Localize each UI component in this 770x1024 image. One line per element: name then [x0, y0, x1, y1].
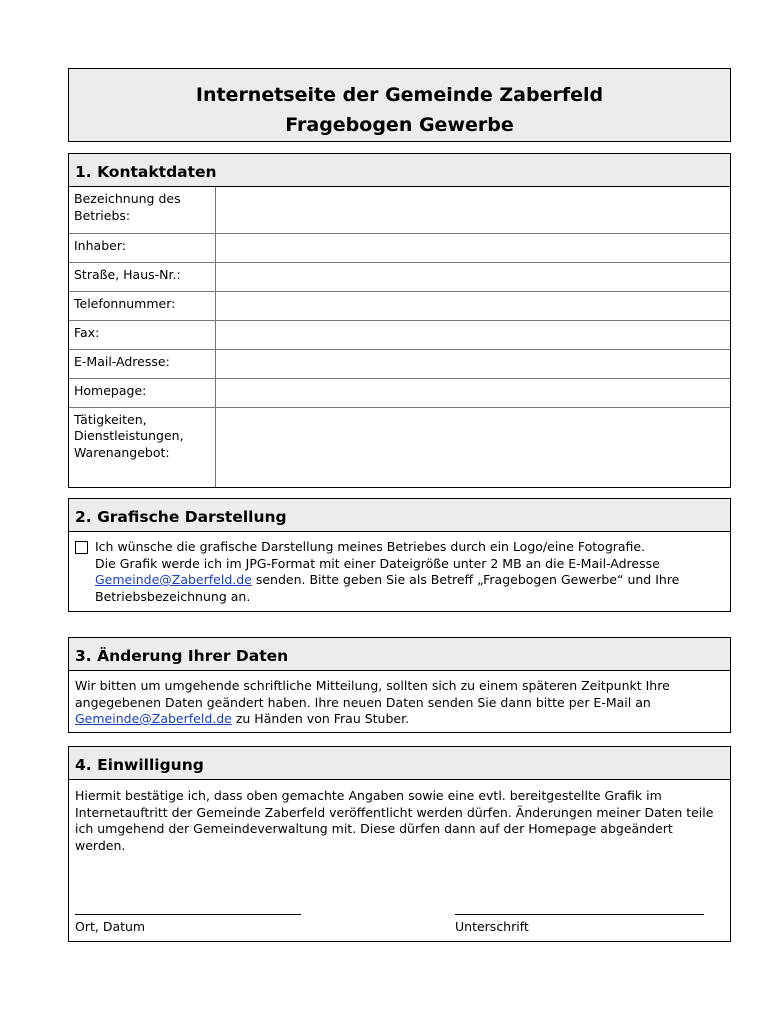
- data-change-text-b: zu Händen von Frau Stuber.: [231, 711, 410, 726]
- label-street: Straße, Haus-Nr.:: [69, 262, 215, 291]
- graphic-instructions-b: senden. Bitte geben Sie als Betreff „Fragebogen Gewerbe“ und Ihre Betriebsbezeichnung an.: [95, 572, 680, 604]
- input-homepage[interactable]: [215, 378, 730, 407]
- input-phone[interactable]: [215, 291, 730, 320]
- section-graphic-body: [69, 532, 730, 605]
- section-consent-title: 4. Einwilligung: [69, 747, 730, 780]
- label-activities: Tätigkeiten, Dienstleistungen, Warenangebot:: [69, 407, 215, 487]
- form-title: Internetseite der Gemeinde Zaberfeld: [195, 84, 604, 106]
- form-subtitle: Fragebogen Gewerbe: [285, 114, 514, 136]
- email-link[interactable]: Gemeinde@Zaberfeld.de: [75, 711, 232, 726]
- input-activities[interactable]: [215, 407, 730, 487]
- section-consent: [68, 746, 731, 942]
- input-email[interactable]: [215, 349, 730, 378]
- label-business-name: Bezeichnung des Betriebs:: [69, 187, 215, 233]
- input-business-name[interactable]: [215, 187, 730, 233]
- input-owner[interactable]: [215, 233, 730, 262]
- input-fax[interactable]: [215, 320, 730, 349]
- table-row: [69, 262, 730, 291]
- table-row: [69, 233, 730, 262]
- section-contact: [68, 153, 731, 488]
- logo-checkbox[interactable]: [75, 541, 88, 554]
- form-header: [68, 68, 731, 142]
- consent-text: Hiermit bestätige ich, dass oben gemachte Angaben sowie eine evtl. bereitgestellte Grafik im Internetauftritt der Gemeinde Zaberfeld veröffentlicht werden dürfen. Änderungen meiner Daten teile ich umgehend der Gemeindeverwaltung mit. Diese dürfen dann auf der Homepage abgeändert werden.: [75, 788, 714, 853]
- label-homepage: Homepage:: [69, 378, 215, 407]
- graphic-instructions: [95, 556, 722, 606]
- section-graphic-title: 2. Grafische Darstellung: [69, 499, 730, 532]
- checkbox-label: Ich wünsche die grafische Darstellung meines Betriebes durch ein Logo/eine Fotografie.: [95, 539, 646, 554]
- table-row: [69, 407, 730, 487]
- label-email: E-Mail-Adresse:: [69, 349, 215, 378]
- graphic-instructions-a: Die Grafik werde ich im JPG-Format mit einer Dateigröße unter 2 MB an die E-Mail-Adresse: [95, 555, 660, 571]
- signature-label: Unterschrift: [455, 919, 529, 934]
- email-link[interactable]: Gemeinde@Zaberfeld.de: [95, 572, 252, 587]
- section-graphic: [68, 498, 731, 612]
- label-owner: Inhaber:: [69, 233, 215, 262]
- section-contact-title: 1. Kontaktdaten: [69, 154, 730, 187]
- table-row: [69, 349, 730, 378]
- data-change-text-a: Wir bitten um umgehende schriftliche Mitteilung, sollten sich zu einem späteren Zeitpunkt Ihre angegebenen Daten geändert haben. Ihre neuen Daten senden Sie dann bitte per E-Mail an: [75, 678, 670, 710]
- signature-line[interactable]: [455, 914, 704, 915]
- section-data-change-body: [69, 671, 730, 728]
- label-phone: Telefonnummer:: [69, 291, 215, 320]
- table-row: [69, 320, 730, 349]
- table-row: [69, 291, 730, 320]
- section-data-change: [68, 637, 731, 733]
- table-row: [69, 378, 730, 407]
- place-date-line[interactable]: [75, 914, 301, 915]
- input-street[interactable]: [215, 262, 730, 291]
- label-fax: Fax:: [69, 320, 215, 349]
- contact-table: [69, 187, 730, 487]
- place-date-label: Ort, Datum: [75, 919, 146, 934]
- section-data-change-title: 3. Änderung Ihrer Daten: [69, 638, 730, 671]
- table-row: [69, 187, 730, 233]
